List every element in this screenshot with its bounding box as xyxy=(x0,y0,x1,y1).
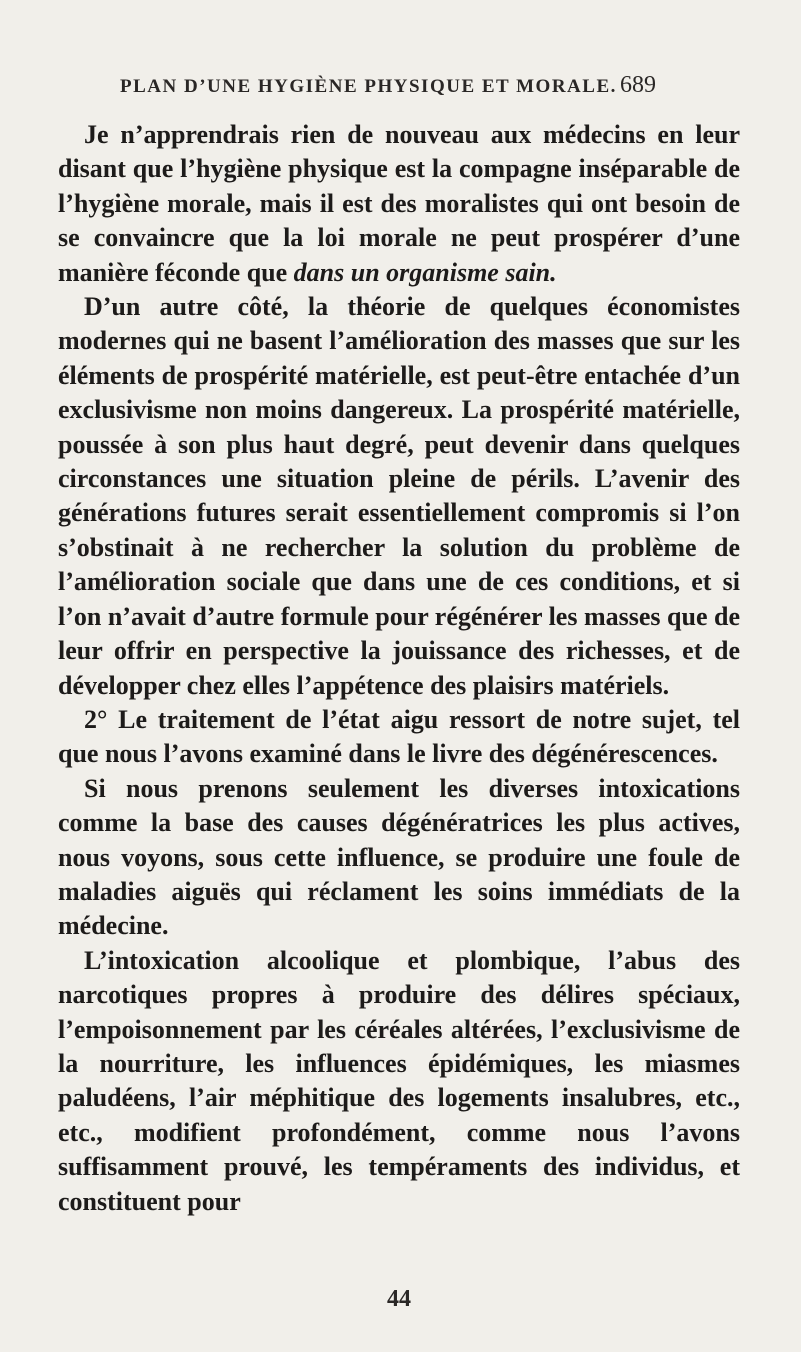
paragraph-2: D’un autre côté, la théorie de quelques économistes modernes qui ne basent l’amélioration des masses que sur les éléments de prospérité matérielle, est peut-être entachée d’un exclusivisme non moins dangereux. La prospérité matérielle, poussée à son plus haut degré, peut devenir dans quelques circonstances une situation pleine de périls. L’avenir des générations futures serait essentiellement compromis si l’on s’obstinait à ne rechercher la solution du problème de l’amélioration sociale que dans une de ces conditions, et si l’on n’avait d’autre formule pour régénérer les masses que de leur offrir en perspective la jouissance des richesses, et de développer chez elles l’appétence des plaisirs matériels. xyxy=(58,292,740,700)
paragraph-5: L’intoxication alcoolique et plombique, l’abus des narcotiques propres à produire des délires spéciaux, l’empoisonnement par les céréales altérées, l’exclusivisme de la nourriture, les influences épidémiques, les miasmes paludéens, l’air méphitique des logements insalubres, etc., etc., modifient profondément, comme nous l’avons suffisamment prouvé, les tempéraments des individus, et constituent pour xyxy=(58,945,740,1216)
paragraph-1-text: Je n’apprendrais rien de nouveau aux médecins en leur disant que l’hygiène physique est la compagne inséparable de l’hygiène morale, mais il est des moralistes qui ont besoin de se convaincre que la loi morale ne peut prospérer d’une manière féconde que xyxy=(58,120,740,287)
paragraph-1-emphasis: dans un organisme sain. xyxy=(293,257,557,287)
paragraph-1 xyxy=(58,118,740,290)
paragraph-4: Si nous prenons seulement les diverses intoxications comme la base des causes dégénératrices les plus actives, nous voyons, sous cette influence, se produire une foule de maladies aiguës qui réclament les soins immédiats de la médecine. xyxy=(58,773,740,941)
paragraph-3: 2° Le traitement de l’état aigu ressort de notre sujet, tel que nous l’avons examiné dans le livre des dégénérescences. xyxy=(58,704,740,769)
running-title: PLAN D’UNE HYGIÈNE PHYSIQUE ET MORALE. xyxy=(120,76,617,97)
body-text xyxy=(58,118,740,1219)
signature-mark: 44 xyxy=(387,1286,411,1312)
page-number: 689 xyxy=(620,72,656,98)
